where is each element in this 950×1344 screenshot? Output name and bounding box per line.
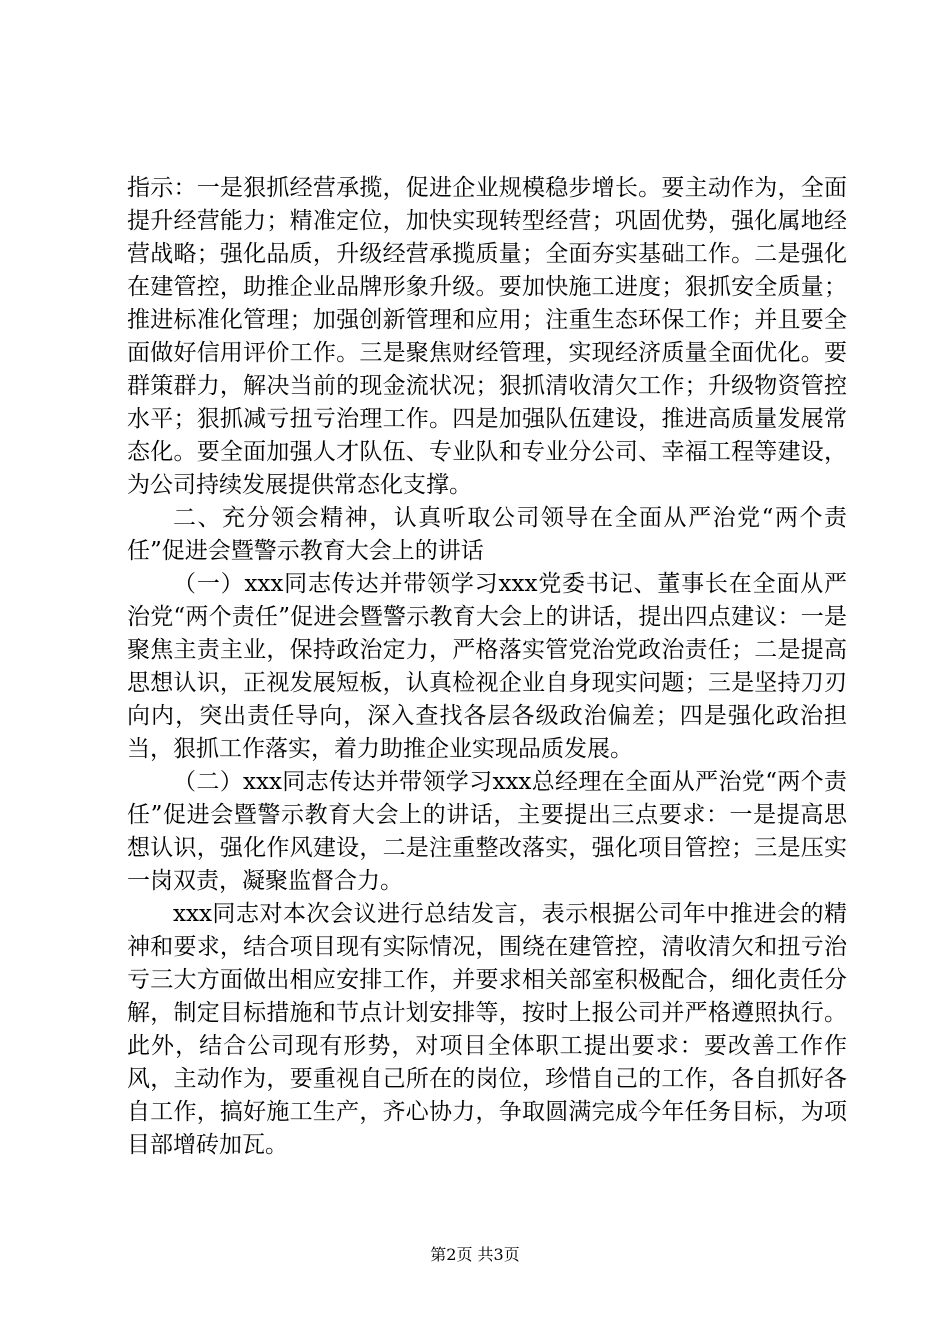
paragraph-continuation: 指示：一是狠抓经营承揽，促进企业规模稳步增长。要主动作为，全面提升经营能力；精准定位，加快实现转型经营；巩固优势，强化属地经营战略；强化品质，升级经营承揽质量；全面夯实基础工作。二是强化在建管控，助推企业品牌形象升级。要加快施工进度；狠抓安全质量；推进标准化管理；加强创新管理和应用；注重生态环保工作；并且要全面做好信用评价工作。三是聚焦财经管理，实现经济质量全面优化。要群策群力，解决当前的现金流状况；狠抓清收清欠工作；升级物资管控水平；狠抓减亏扭亏治理工作。四是加强队伍建设，推进高质量发展常态化。要全面加强人才队伍、专业队和专业分公司、幸福工程等建设，为公司持续发展提供常态化支撑。: [127, 175, 847, 498]
page-number-footer: 第2页 共3页: [430, 1245, 520, 1264]
document-body: [127, 172, 847, 1162]
paragraph-item-2: （二）xxx同志传达并带领学习xxx总经理在全面从严治党“两个责任”促进会暨警示教育大会上的讲话，主要提出三点要求：一是提高思想认识，强化作风建设，二是注重整改落实，强化项目管控；三是压实一岗双责，凝聚监督合力。: [127, 769, 847, 894]
section-heading: 二、充分领会精神，认真听取公司领导在全面从严治党“两个责任”促进会暨警示教育大会上的讲话: [127, 505, 847, 564]
paragraph-summary: xxx同志对本次会议进行总结发言，表示根据公司年中推进会的精神和要求，结合项目现有实际情况，围绕在建管控，清收清欠和扭亏治亏三大方面做出相应安排工作，并要求相关部室积极配合，细化责任分解，制定目标措施和节点计划安排等，按时上报公司并严格遵照执行。此外，结合公司现有形势，对项目全体职工提出要求：要改善工作作风，主动作为，要重视自己所在的岗位，珍惜自己的工作，各自抓好各自工作，搞好施工生产，齐心协力，争取圆满完成今年任务目标，为项目部增砖加瓦。: [127, 901, 847, 1158]
paragraph-item-1: （一）xxx同志传达并带领学习xxx党委书记、董事长在全面从严治党“两个责任”促进会暨警示教育大会上的讲话，提出四点建议：一是聚焦主责主业，保持政治定力，严格落实管党治党政治责任；二是提高思想认识，正视发展短板，认真检视企业自身现实问题；三是坚持刀刃向内，突出责任导向，深入查找各层各级政治偏差；四是强化政治担当，狠抓工作落实，着力助推企业实现品质发展。: [127, 571, 847, 762]
